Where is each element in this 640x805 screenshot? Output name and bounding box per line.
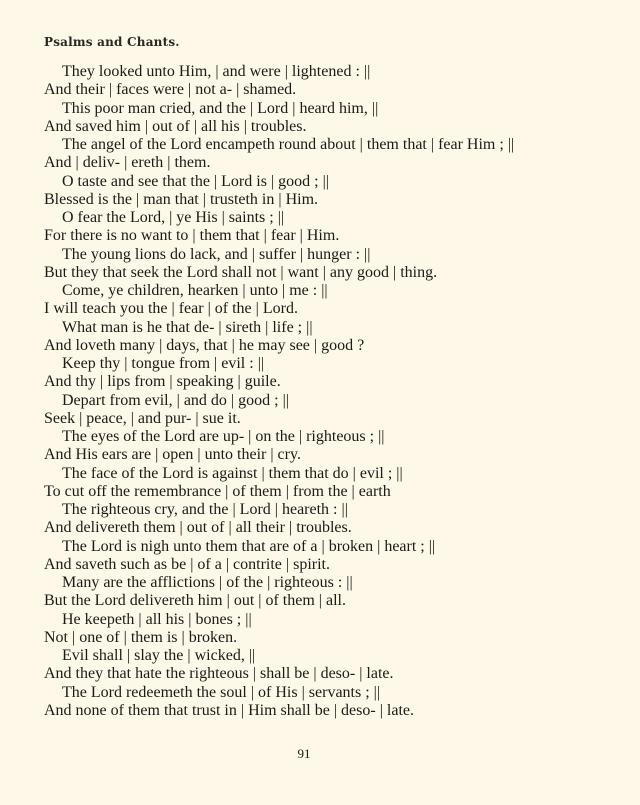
verse-line-first-half: Depart from evil, | and do | good ; ||	[62, 391, 289, 409]
verse-line-second-half: And they that hate the righteous | shall be | deso- | late.	[44, 665, 394, 683]
verse-line-first-half: Evil shall | slay the | wicked, ||	[62, 647, 256, 664]
verse-line-first-half: They looked unto Him, | and were | lightened : ||	[62, 63, 371, 80]
verse-line-second-half: And loveth many | days, that | he may see | good ?	[44, 336, 365, 354]
verse-line-second-half: Not | one of | them is | broken.	[44, 628, 238, 646]
verse-line-second-half: Seek | peace, | and pur- | sue it.	[44, 409, 241, 427]
verse-line-second-half: And | deliv- | ereth | them.	[44, 154, 211, 172]
verse-line-first-half: The face of the Lord is against | them that do | evil ; ||	[62, 464, 403, 482]
verse-line-first-half: The Lord is nigh unto them that are of a | broken | heart ; ||	[62, 537, 436, 555]
verse-line-second-half: I will teach you the | fear | of the | Lord.	[44, 300, 298, 318]
verse-line-first-half: O taste and see that the | Lord is | good ; ||	[62, 172, 329, 190]
verse-line-second-half: For there is no want to | them that | fear | Him.	[44, 227, 340, 245]
verse-line-first-half: What man is he that de- | sireth | life ; ||	[62, 318, 313, 336]
verse-line-first-half: The angel of the Lord encampeth round about | them that | fear Him ; ||	[62, 136, 515, 153]
verse-line-first-half: O fear the Lord, | ye His | saints ; ||	[62, 209, 285, 226]
verse-line-second-half: To cut off the remembrance | of them | from the | earth	[44, 482, 391, 500]
page-number: 91	[297, 746, 311, 761]
verse-line-second-half: And His ears are | open | unto their | cry.	[44, 446, 301, 464]
verse-line-second-half: But they that seek the Lord shall not | want | any good | thing.	[44, 263, 438, 281]
verse-line-first-half: The righteous cry, and the | Lord | heareth : ||	[62, 501, 348, 518]
verse-line-first-half: He keepeth | all his | bones ; ||	[62, 610, 252, 628]
verse-line-second-half: But the Lord delivereth him | out | of them | all.	[44, 592, 346, 610]
verse-line-first-half: The eyes of the Lord are up- | on the | righteous ; ||	[62, 428, 385, 445]
verse-line-second-half: And saved him | out of | all his | troubles.	[44, 117, 307, 135]
verse-line-second-half: And thy | lips from | speaking | guile.	[44, 373, 281, 391]
running-head: Psalms and Chants.	[44, 35, 180, 49]
verse-line-first-half: The Lord redeemeth the soul | of His | servants ; ||	[62, 683, 381, 701]
verse-line-first-half: Keep thy | tongue from | evil : ||	[62, 355, 265, 372]
verse-line-second-half: And saveth such as be | of a | contrite | spirit.	[44, 555, 330, 573]
verse-line-first-half: Come, ye children, hearken | unto | me : ||	[62, 282, 328, 299]
verse-line-second-half: Blessed is the | man that | trusteth in | Him.	[44, 190, 319, 208]
verse-line-first-half: The young lions do lack, and | suffer | hunger : ||	[62, 245, 371, 263]
verse-line-first-half: This poor man cried, and the | Lord | heard him, ||	[62, 99, 379, 117]
verse-line-second-half: And delivereth them | out of | all their | troubles.	[44, 519, 352, 537]
verse-line-second-half: And none of them that trust in | Him shall be | deso- | late.	[44, 701, 414, 719]
verse-line-second-half: And their | faces were | not a- | shamed.	[44, 81, 297, 99]
verse-line-first-half: Many are the afflictions | of the | righteous : ||	[62, 574, 353, 591]
